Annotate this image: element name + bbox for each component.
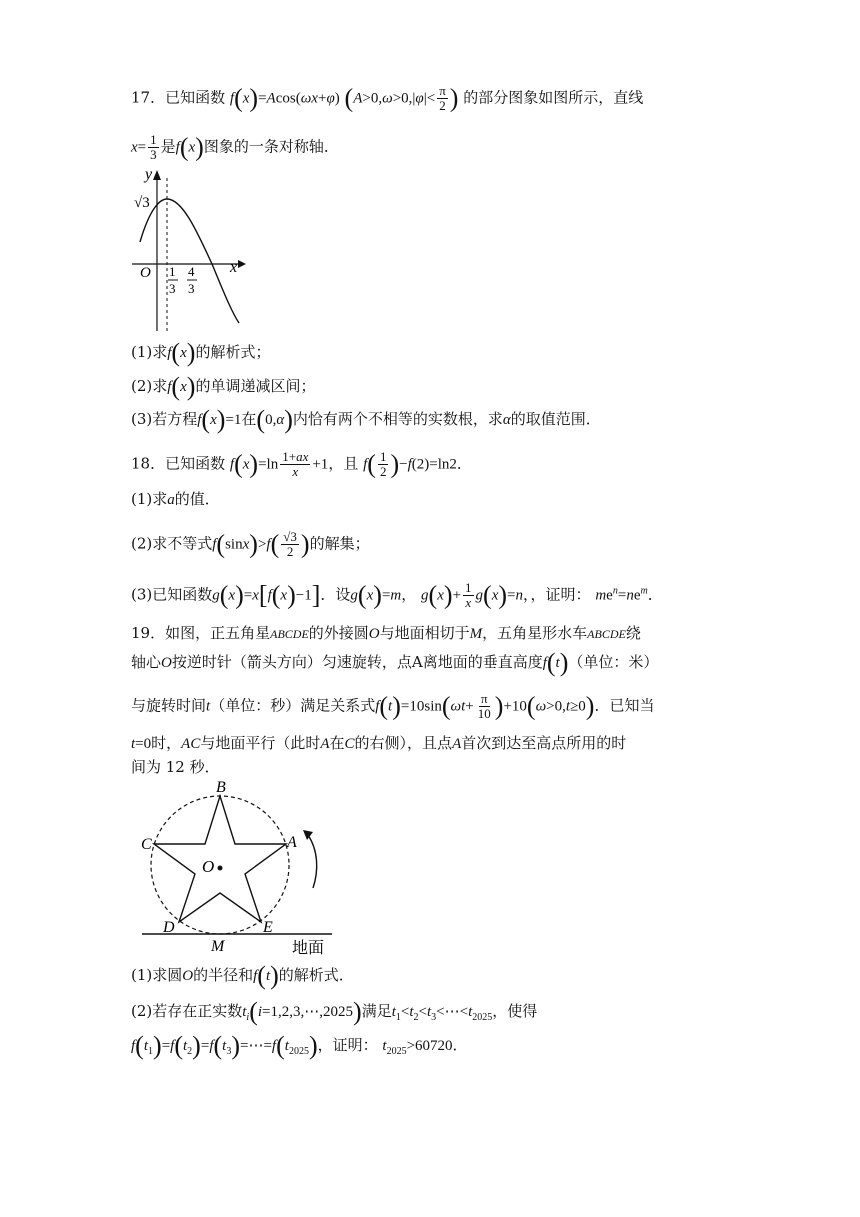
q19-line2: 轴心O按逆时针（箭头方向）匀速旋转，点A离地面的垂直高度f(t)（单位：米） [131, 648, 659, 677]
q18-sub1: (1)求a的值． [131, 490, 220, 508]
q18-sub2: (2)求不等式f(sinx)>f( $\frac{√3}{2}$ )的解集； [131, 529, 370, 559]
svg-text:3: 3 [169, 281, 176, 296]
q17-cosine-graph [128, 166, 253, 334]
q19-sub2-line2: $f(t_1)=f(t_2)=f(t_3)=\cdots=f(t_{2025})$，证明： $t_{2025}>60720$． [131, 1031, 468, 1060]
q19-line5: 间为 12 秒． [131, 758, 220, 776]
q17-sub1: (1)求f(x)的解析式； [131, 338, 271, 367]
q17-number: 17． [131, 88, 166, 107]
x-label: x [230, 259, 238, 276]
peak-label: √3 [134, 195, 150, 211]
q17-sub2: (2)求f(x)的单调递减区间； [131, 372, 316, 401]
x-axis-arrow [238, 260, 246, 268]
q19-line4: t=0时，AC与地面平行（此时A在C的右侧），且点A首次到达至高点所用的时 [131, 734, 627, 752]
center-dot [218, 866, 223, 871]
q17-line1: 17．已知函数 f(x)=Acos(ωx+φ) (A>0,ω>0,|φ|< $\frac{\pi}{2}$ ) 的部分图象如图所示，直线 [131, 83, 644, 113]
svg-text:B: B [216, 780, 226, 796]
svg-text:3: 3 [188, 281, 195, 296]
svg-text:A: A [287, 834, 297, 851]
q19-line1: 19．如图，正五角星ABCDE的外接圆O与地面相切于M，五角星形水车ABCDE绕 [131, 624, 641, 642]
q19-sub1: (1)求圆O的半径和f(t)的解析式． [131, 961, 354, 990]
svg-text:O: O [202, 857, 215, 876]
origin-label: O [140, 265, 151, 281]
svg-text:4: 4 [188, 264, 195, 279]
q17-line2: x= $\frac{1}{3}$ 是f(x)图象的一条对称轴． [131, 132, 339, 162]
q19-star-wheel-figure [138, 780, 338, 958]
rotation-arrowhead [303, 830, 313, 840]
star [154, 796, 286, 922]
q18-line1: 18．已知函数 f(x)=ln $\frac{1+ax}{x}$ +1，且 f( $\frac{1}{2}$ )−f(2)=ln2． [131, 449, 472, 479]
rotation-arrow [308, 835, 317, 888]
svg-text:1: 1 [169, 264, 176, 279]
circumcircle [151, 796, 289, 934]
y-axis-arrow [153, 170, 161, 180]
y-label: y [145, 166, 153, 183]
q19-sub2: (2)若存在正实数$t_i(i=1,2,3,\cdots,2025)$满足$t_1<t_2<t_3<\cdots<t_{2025}$，使得 [131, 997, 538, 1026]
svg-text:D: D [163, 919, 175, 936]
svg-text:E: E [263, 919, 273, 936]
svg-text:M: M [211, 938, 225, 955]
svg-text:C: C [141, 836, 152, 853]
q18-sub3: (3)已知函数g(x)=x[f(x)−1]．设g(x)=m， g(x)+ $\frac{1}{x}$ g(x)=n，，证明： $me^n=ne^m$． [131, 580, 663, 610]
svg-text:地面: 地面 [292, 940, 325, 957]
curve [140, 199, 239, 323]
q19-line3: 与旋转时间t（单位：秒）满足关系式f(t)=10sin(ωt+ $\frac{\pi}{10}$ )+10(ω>0,t≥0)．已知当 [131, 691, 655, 721]
q17-sub3: (3)若方程f(x)=1在(0,α)内恰有两个不相等的实数根，求α的取值范围． [131, 405, 601, 434]
